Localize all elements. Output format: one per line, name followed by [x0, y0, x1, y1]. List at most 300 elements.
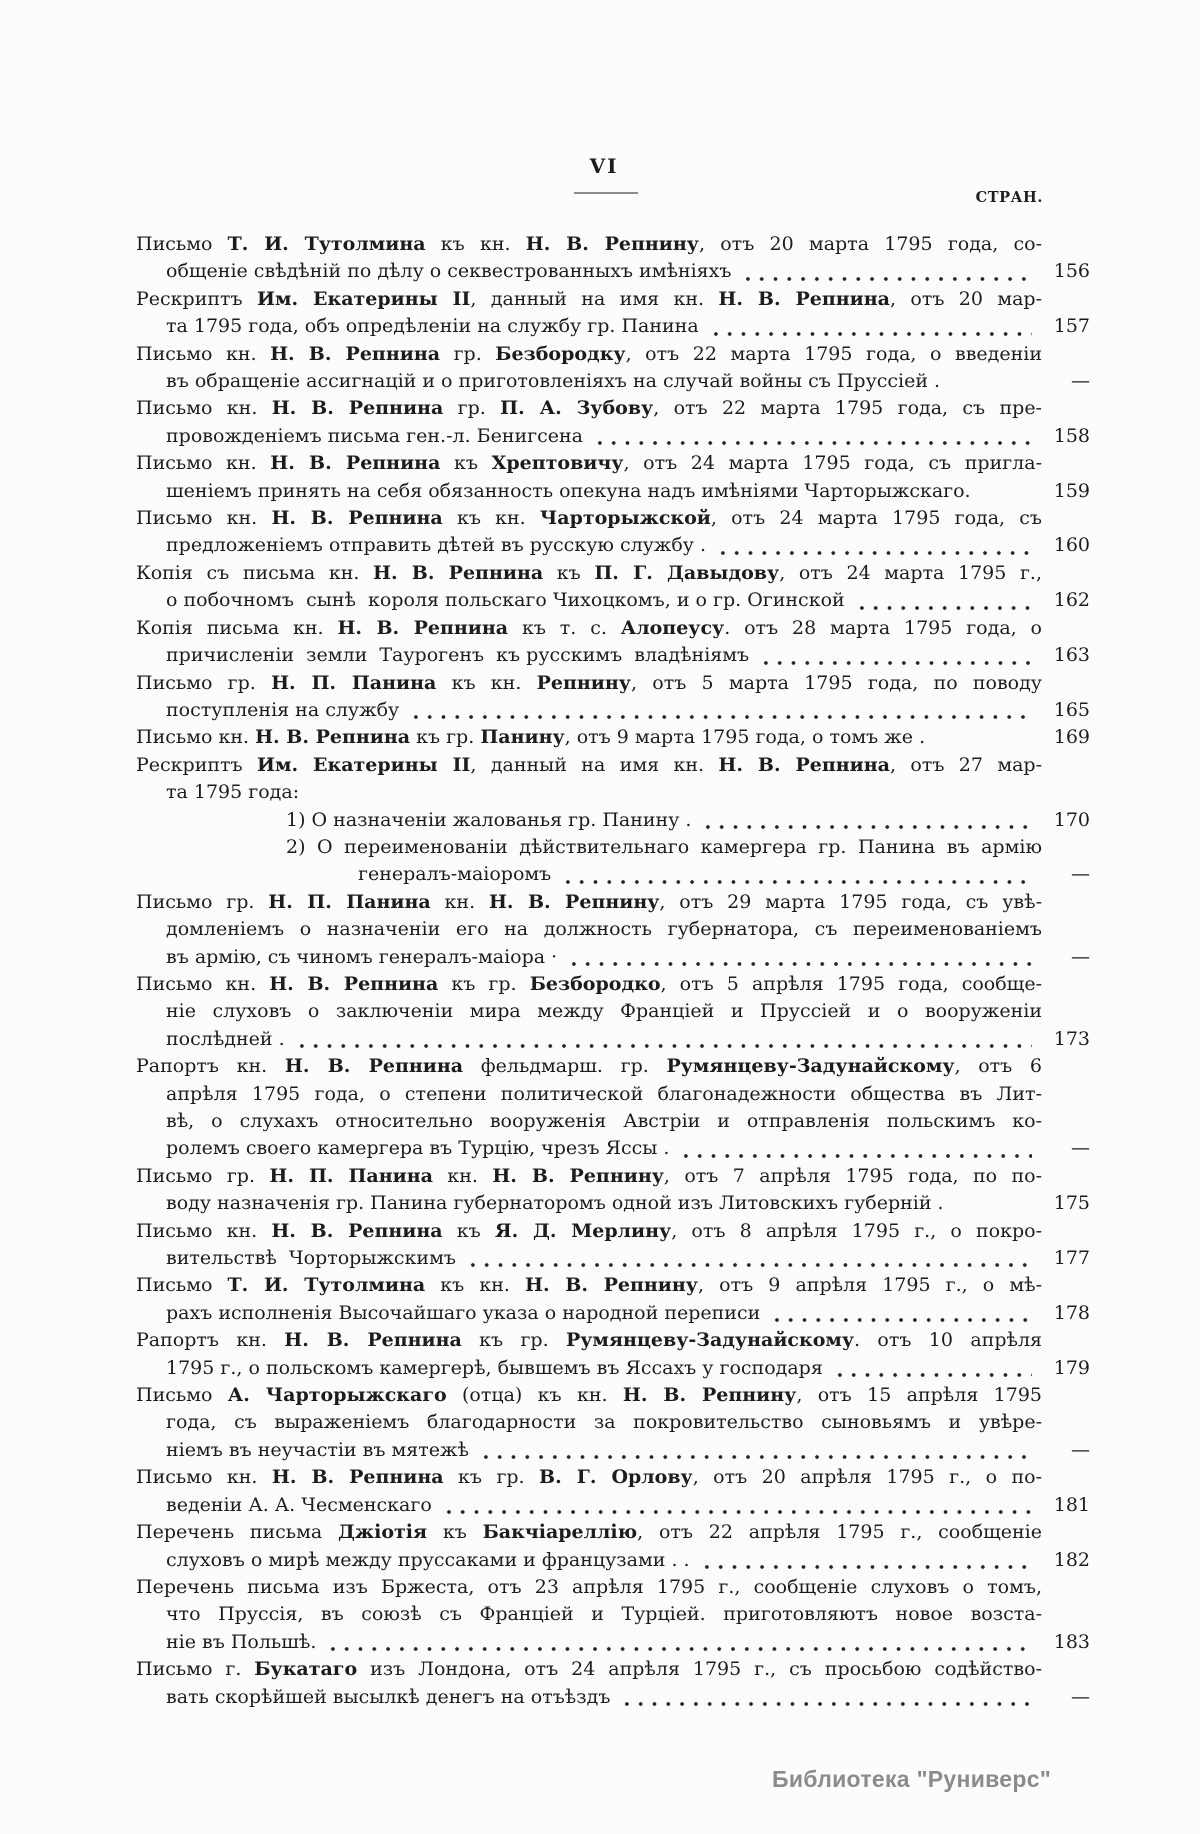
toc-text: слуховъ о мирѣ между пруссаками и французами . .: [166, 1548, 690, 1571]
toc-line-text: [136, 452, 1042, 474]
toc-name-bold: Н. В. Репнину: [525, 1274, 698, 1297]
toc-entry: [136, 231, 1090, 286]
toc-line-text: [136, 507, 1042, 529]
toc-text: , отъ 9 марта 1795 года, о томъ же .: [564, 726, 926, 749]
toc-text: та 1795 года, объ опредѣленіи на службу гр. Панина: [166, 315, 699, 338]
toc-line-text: [166, 313, 699, 340]
toc-text: вать скорѣйшей высылкѣ денегъ на отъѣздъ: [166, 1685, 611, 1708]
dot-leader: [593, 439, 1032, 445]
toc-text: , отъ 9 апрѣля 1795 г., о мѣ-: [697, 1274, 1043, 1297]
dot-leader: [709, 330, 1032, 336]
toc-text: къ: [427, 1521, 483, 1544]
dot-leader: [935, 741, 1032, 747]
toc-line-text: [166, 1083, 1042, 1105]
toc-line-text: [166, 532, 706, 559]
toc-page-number: 158: [1053, 424, 1090, 447]
dot-leader: [479, 1453, 1032, 1459]
toc-line: [136, 861, 1090, 888]
toc-line-text: [166, 368, 940, 395]
toc-text: (отца) къ кн.: [446, 1384, 623, 1407]
toc-line: [136, 313, 1090, 340]
toc-line-text: [166, 1245, 456, 1272]
toc-line: [136, 1656, 1090, 1683]
toc-text: Письмо: [136, 233, 228, 255]
toc-text: та 1795 года:: [166, 781, 300, 804]
toc-line: [136, 1547, 1090, 1574]
toc-line: [136, 1300, 1090, 1327]
toc-text: послѣдней .: [166, 1027, 285, 1050]
toc-line: [136, 1464, 1090, 1491]
toc-text: кн.: [430, 890, 489, 913]
dot-leader: [295, 1042, 1032, 1048]
toc-text: , отъ 22 апрѣля 1795 г., сообщеніе: [637, 1521, 1042, 1544]
toc-text: къ кн.: [442, 507, 540, 530]
toc-text: Письмо кн.: [136, 452, 271, 475]
toc-page-number: 170: [1053, 808, 1090, 831]
toc-text: года, съ выраженіемъ благодарности за покровительство сыновьямъ и увѣре-: [166, 1411, 1042, 1434]
toc-name-bold: А. Чарторыжскаго: [227, 1384, 447, 1407]
toc-text: къ гр.: [461, 1329, 566, 1352]
toc-name-bold: Н. В. Репнину: [492, 1164, 664, 1187]
toc-line: [136, 258, 1090, 285]
toc-line: [136, 1382, 1090, 1409]
toc-line-text: [166, 1190, 944, 1217]
toc-text: кн.: [432, 1164, 493, 1187]
toc-line-text: [136, 1274, 1042, 1296]
toc-text: , отъ 5 марта 1795 года, по поводу: [630, 671, 1042, 694]
toc-text: къ кн.: [425, 1274, 526, 1297]
header-rule: [574, 192, 638, 194]
toc-line-text: [166, 1026, 285, 1053]
toc-line-text: [136, 343, 1042, 365]
toc-text: , отъ 5 апрѣля 1795 года, сообще-: [660, 972, 1042, 995]
toc-line-text: [136, 1384, 1042, 1406]
toc-line: [136, 642, 1090, 669]
toc-line: [136, 423, 1090, 450]
toc-text: гр.: [440, 342, 496, 365]
toc-page-number: 169: [1053, 726, 1090, 749]
toc-text: домленіемъ о назначеніи его на должность губернатора, съ переименованіемъ: [166, 918, 1042, 941]
toc-text: 1) О назначеніи жалованья гр. Панину .: [286, 808, 692, 831]
toc-line: [136, 1135, 1090, 1162]
toc-text: Письмо кн.: [136, 726, 256, 749]
toc-line: [136, 1574, 1090, 1601]
toc-text: въ армію, съ чиномъ генералъ-маіора ·: [166, 945, 558, 968]
toc-line-text: [166, 1492, 432, 1519]
toc-entries: [136, 231, 1090, 1711]
toc-line-text: [136, 1658, 1042, 1680]
dot-leader: [326, 1645, 1032, 1651]
toc-line: [136, 1409, 1090, 1436]
toc-name-bold: Репнину: [536, 671, 631, 694]
toc-text: къ т. с.: [508, 616, 621, 639]
toc-line-text: [166, 1110, 1042, 1132]
toc-line: [136, 944, 1090, 971]
toc-text: провожденіемъ письма ген.-л. Бенигсена: [166, 424, 584, 447]
toc-text: ролемъ своего камергера въ Турцію, чрезъ Яссы .: [166, 1137, 670, 1160]
toc-text: генералъ-маіоромъ: [358, 863, 552, 886]
toc-line-text: [136, 973, 1042, 995]
toc-name-bold: П. А. Зубову: [500, 397, 654, 420]
toc-entry: [136, 286, 1090, 341]
toc-line: [136, 998, 1090, 1025]
toc-page-number: 177: [1053, 1247, 1090, 1270]
toc-text: Письмо гр.: [136, 1164, 270, 1187]
toc-name-bold: Т. И. Тутолмина: [227, 233, 426, 255]
toc-text: воду назначенія гр. Панина губернаторомъ одной изъ Литовскихъ губерній .: [166, 1192, 944, 1215]
toc-name-bold: Н. В. Репнина: [373, 561, 544, 584]
toc-line: [136, 231, 1090, 258]
dot-leader: [679, 1152, 1032, 1158]
toc-text: Письмо гр.: [136, 671, 272, 694]
toc-page-number: 173: [1053, 1027, 1090, 1050]
toc-name-bold: Н. В. Репнину: [622, 1384, 797, 1407]
toc-name-bold: Алопеусу: [620, 616, 725, 639]
toc-name-bold: Н. В. Репнина: [270, 342, 441, 365]
toc-page-number: 183: [1053, 1630, 1090, 1653]
toc-name-bold: Панину: [480, 726, 565, 749]
toc-line: [136, 450, 1090, 477]
toc-entry: [136, 1382, 1090, 1464]
toc-name-bold: Румянцеву-Задунайскому: [565, 1329, 855, 1352]
toc-text: Письмо г.: [136, 1658, 255, 1681]
toc-line-text: [166, 478, 971, 505]
toc-text: Письмо кн.: [136, 1219, 272, 1242]
toc-line: [136, 1245, 1090, 1272]
toc-line-text: [136, 891, 1042, 913]
toc-page-number: 178: [1053, 1301, 1090, 1324]
toc-page-number: —: [1071, 1685, 1090, 1708]
toc-text: , отъ 24 марта 1795 года, съ: [710, 507, 1043, 530]
dot-leader: [700, 1563, 1032, 1569]
toc-line: [136, 889, 1090, 916]
toc-line-text: [136, 1521, 1042, 1543]
toc-name-bold: Хрептовичу: [491, 452, 624, 475]
toc-name-bold: Н. В. Репнина: [284, 1055, 464, 1078]
toc-name-bold: Н. В. Репнина: [271, 507, 443, 530]
toc-entry: [136, 724, 1090, 751]
toc-text: Копія письма кн.: [136, 616, 338, 639]
toc-page-number: 157: [1053, 315, 1090, 338]
toc-text: Письмо кн.: [136, 397, 272, 420]
toc-line: [136, 395, 1090, 422]
toc-name-bold: Им. Екатерины II: [257, 287, 471, 310]
toc-entry: [136, 1574, 1090, 1656]
toc-text: Рескриптъ: [136, 753, 257, 776]
toc-text: Письмо: [136, 1274, 228, 1297]
toc-line: [136, 779, 1090, 806]
toc-entry: [136, 834, 1090, 889]
toc-text: гр.: [443, 397, 501, 420]
toc-text: , отъ 20 апрѣля 1795 г., о по-: [692, 1466, 1042, 1489]
toc-line-text: [166, 781, 299, 803]
dot-leader: [759, 659, 1032, 665]
toc-name-bold: Джіотія: [338, 1521, 428, 1544]
toc-page-number: —: [1071, 370, 1090, 393]
toc-page-number: 160: [1053, 534, 1090, 557]
toc-name-bold: Н. В. Репнина: [255, 726, 411, 749]
toc-text: что Пруссія, въ союзѣ съ Франціей и Турціей. приготовляютъ новое возста-: [166, 1603, 1042, 1626]
toc-name-bold: Н. В. Репнину: [488, 890, 660, 913]
toc-line-text: [166, 258, 731, 285]
toc-text: къ: [442, 1219, 495, 1242]
toc-text: Письмо: [136, 1384, 228, 1407]
toc-line: [136, 807, 1090, 834]
toc-name-bold: Н. В. Репнина: [269, 972, 439, 995]
toc-text: вительствѣ Чорторыжскимъ: [166, 1247, 456, 1270]
toc-line-text: [166, 587, 845, 614]
toc-name-bold: Им. Екатерины II: [257, 753, 471, 776]
toc-name-bold: Румянцеву-Задунайскому: [666, 1055, 955, 1078]
toc-line-text: [166, 1300, 760, 1327]
toc-line: [136, 697, 1090, 724]
toc-line: [136, 1601, 1090, 1628]
toc-line: [136, 1684, 1090, 1711]
toc-line: [136, 971, 1090, 998]
toc-entry: [136, 505, 1090, 560]
toc-line: [136, 286, 1090, 313]
toc-line-text: [136, 617, 1042, 639]
toc-line-text: [286, 807, 691, 834]
toc-line: [136, 752, 1090, 779]
toc-page-number: —: [1071, 1137, 1090, 1160]
toc-line: [136, 1629, 1090, 1656]
toc-line: [136, 1053, 1090, 1080]
toc-name-bold: Букатаго: [254, 1658, 358, 1681]
toc-text: фельдмарш. гр.: [463, 1055, 667, 1078]
toc-page-number: 162: [1053, 589, 1090, 612]
toc-line-text: [286, 836, 1042, 858]
toc-text: апрѣля 1795 года, о степени политической благонадежности общества въ Лит-: [166, 1082, 1042, 1105]
toc-name-bold: Чарторыжской: [539, 507, 711, 530]
toc-line-text: [166, 697, 399, 724]
toc-name-bold: Т. И. Тутолмина: [227, 1274, 426, 1297]
toc-text: . отъ 28 марта 1795 года, о: [724, 616, 1042, 639]
toc-entry: [136, 1218, 1090, 1273]
page-number-header: VI: [589, 154, 619, 178]
toc-line: [136, 532, 1090, 559]
toc-text: , отъ 22 марта 1795 года, съ пре-: [653, 397, 1042, 420]
toc-page-number: 179: [1053, 1356, 1090, 1379]
toc-text: , отъ 24 марта 1795 года, съ пригла-: [623, 452, 1043, 475]
toc-text: шеніемъ принять на себя обязанность опекуна надъ имѣніями Чарторыжскаго.: [166, 479, 971, 502]
dot-leader: [833, 1371, 1032, 1377]
toc-line: [136, 1190, 1090, 1217]
toc-line: [136, 1272, 1090, 1299]
toc-page-number: 163: [1053, 644, 1090, 667]
toc-line: [136, 560, 1090, 587]
toc-line: [136, 916, 1090, 943]
toc-name-bold: Н. П. Панина: [269, 1164, 433, 1187]
toc-line: [136, 1108, 1090, 1135]
toc-line: [136, 1355, 1090, 1382]
dot-leader: [950, 384, 1032, 390]
toc-line-text: [166, 1411, 1042, 1433]
toc-text: къ гр.: [410, 726, 481, 749]
toc-text: Письмо кн.: [136, 507, 272, 530]
toc-text: Рапортъ кн.: [136, 1055, 285, 1078]
toc-text: къ: [440, 452, 492, 475]
toc-entry: [136, 450, 1090, 505]
toc-entry: [136, 807, 1090, 834]
toc-text: , отъ 22 марта 1795 года, о введеніи: [625, 342, 1042, 365]
dot-leader: [409, 713, 1032, 719]
toc-page-number: 181: [1053, 1493, 1090, 1516]
toc-name-bold: Н. В. Репнина: [284, 1329, 462, 1352]
toc-line-text: [166, 1135, 669, 1162]
dot-leader: [981, 494, 1032, 500]
toc-text: поступленія на службу: [166, 698, 400, 721]
toc-text: , отъ 27 мар-: [890, 753, 1043, 776]
toc-line-text: [136, 1466, 1042, 1488]
dot-leader: [442, 1508, 1032, 1514]
toc-line-text: [166, 1547, 690, 1574]
toc-line: [136, 1026, 1090, 1053]
toc-page-number: 175: [1053, 1192, 1090, 1215]
toc-page-number: 159: [1053, 479, 1090, 502]
toc-name-bold: Н. П. Панина: [271, 671, 437, 694]
toc-line: [136, 1519, 1090, 1546]
toc-text: , отъ 20 мар-: [890, 287, 1043, 310]
toc-text: веденіи А. А. Чесменскаго: [166, 1493, 432, 1516]
toc-text: , отъ 7 апрѣля 1795 года, по по-: [663, 1164, 1042, 1187]
toc-text: , отъ 8 апрѣля 1795 г., о покро-: [671, 1219, 1042, 1242]
toc-entry: [136, 1272, 1090, 1327]
toc-name-bold: Безбородко: [529, 972, 661, 995]
library-watermark: Библиотека "Руниверс": [772, 1766, 1052, 1792]
toc-text: 1795 г., о польскомъ камергерѣ, бывшемъ въ Яссахъ у господаря: [166, 1356, 823, 1379]
toc-page-number: 165: [1053, 698, 1090, 721]
toc-entry: [136, 1053, 1090, 1163]
toc-line-text: [166, 642, 749, 669]
toc-text: , отъ 29 марта 1795 года, съ увѣ-: [659, 890, 1042, 913]
toc-entry: [136, 1327, 1090, 1382]
toc-page-number: 156: [1053, 260, 1090, 283]
dot-leader: [466, 1261, 1032, 1267]
toc-text: вѣ, о слухахъ относительно вооруженія Австріи и отправленія польскимъ ко-: [166, 1110, 1042, 1132]
toc-text: Письмо кн.: [136, 972, 270, 995]
toc-name-bold: В. Г. Орлову: [539, 1466, 693, 1489]
toc-line-text: [136, 1165, 1042, 1187]
toc-text: общеніе свѣдѣній по дѣлу о секвестрованныхъ имѣніяхъ: [166, 260, 732, 283]
toc-text: къ гр.: [438, 972, 530, 995]
toc-line-text: [136, 1576, 1042, 1598]
toc-line-text: [136, 288, 1042, 310]
toc-text: ніемъ въ неучастіи въ мятежѣ: [166, 1438, 469, 1461]
toc-name-bold: Н. В. Репнину: [525, 233, 699, 255]
toc-entry: [136, 670, 1090, 725]
toc-name-bold: Н. В. Репнина: [270, 452, 441, 475]
toc-text: Письмо кн.: [136, 342, 271, 365]
toc-line-text: [136, 724, 925, 751]
toc-page-number: —: [1071, 1438, 1090, 1461]
toc-entry: [136, 395, 1090, 450]
toc-name-bold: Н. В. Репнина: [271, 1466, 444, 1489]
dot-leader: [716, 549, 1032, 555]
toc-line-text: [136, 1220, 1042, 1242]
toc-name-bold: Бакчіареллію: [482, 1521, 638, 1544]
dot-leader: [855, 604, 1032, 610]
page-column-header: СТРАН.: [975, 189, 1043, 206]
toc-entry: [136, 341, 1090, 396]
toc-line: [136, 1163, 1090, 1190]
toc-text: предложеніемъ отправить дѣтей въ русскую службу .: [166, 534, 707, 557]
toc-text: , данный на имя кн.: [470, 287, 719, 310]
toc-line: [136, 615, 1090, 642]
toc-line-text: [166, 1603, 1042, 1625]
toc-name-bold: Безбородку: [495, 342, 626, 365]
toc-text: , отъ 6: [954, 1055, 1043, 1078]
toc-text: о побочномъ сынѣ короля польскаго Чихоцкомъ, и о гр. Огинской: [166, 589, 845, 612]
toc-line: [136, 1081, 1090, 1108]
toc-name-bold: Н. В. Репнина: [718, 287, 890, 310]
toc-text: . отъ 10 апрѣля: [854, 1329, 1042, 1352]
toc-line-text: [136, 562, 1042, 584]
toc-name-bold: Н. В. Репнина: [271, 1219, 443, 1242]
toc-text: , отъ 24 марта 1795 г.,: [779, 561, 1042, 584]
dot-leader: [701, 823, 1032, 829]
toc-line: [136, 724, 1090, 751]
toc-page-number: 182: [1053, 1548, 1090, 1571]
toc-entry: [136, 889, 1090, 971]
toc-entry: [136, 560, 1090, 615]
toc-page-number: —: [1071, 863, 1090, 886]
toc-line: [136, 670, 1090, 697]
toc-page-number: —: [1071, 945, 1090, 968]
toc-entry: [136, 1163, 1090, 1218]
toc-text: къ кн.: [436, 671, 537, 694]
toc-entry: [136, 1464, 1090, 1519]
toc-line: [136, 478, 1090, 505]
toc-text: Рапортъ кн.: [136, 1329, 285, 1352]
toc-text: къ гр.: [443, 1466, 540, 1489]
toc-name-bold: П. Г. Давыдову: [594, 561, 780, 584]
dot-leader: [567, 960, 1032, 966]
toc-line-text: [166, 1355, 823, 1382]
toc-name-bold: Я. Д. Мерлину: [494, 1219, 672, 1242]
dot-leader: [741, 275, 1032, 281]
toc-line-text: [166, 1000, 1042, 1022]
toc-name-bold: Н. В. Репнина: [337, 616, 509, 639]
toc-line: [136, 505, 1090, 532]
toc-text: ніе слуховъ о заключеніи мира между Франціей и Пруссіей и о вооруженіи: [166, 1000, 1042, 1023]
toc-line: [136, 368, 1090, 395]
toc-line-text: [136, 672, 1042, 694]
toc-text: Копія съ письма кн.: [136, 561, 374, 584]
toc-text: Перечень письма изъ Бржеста, отъ 23 апрѣля 1795 г., сообщеніе слуховъ о томъ,: [136, 1575, 1042, 1598]
toc-name-bold: Н. В. Репнина: [718, 753, 890, 776]
toc-line: [136, 341, 1090, 368]
toc-line: [136, 1327, 1090, 1354]
toc-entry: [136, 1656, 1090, 1711]
toc-line-text: [166, 423, 583, 450]
toc-line: [136, 587, 1090, 614]
toc-line-text: [136, 754, 1042, 776]
toc-name-bold: Н. П. Панина: [268, 890, 431, 913]
dot-leader: [770, 1316, 1032, 1322]
toc-entry: [136, 615, 1090, 670]
toc-text: Письмо гр.: [136, 890, 269, 913]
toc-name-bold: Н. В. Репнина: [271, 397, 444, 420]
toc-line: [136, 1437, 1090, 1464]
toc-entry: [136, 1519, 1090, 1574]
toc-line: [136, 1218, 1090, 1245]
toc-line-text: [358, 861, 551, 888]
toc-text: къ кн.: [425, 233, 526, 255]
toc-text: рахъ исполненія Высочайшаго указа о народной переписи: [166, 1301, 761, 1324]
toc-text: ніе въ Польшѣ.: [166, 1630, 317, 1653]
toc-text: , отъ 20 марта 1795 года, со-: [698, 233, 1043, 255]
